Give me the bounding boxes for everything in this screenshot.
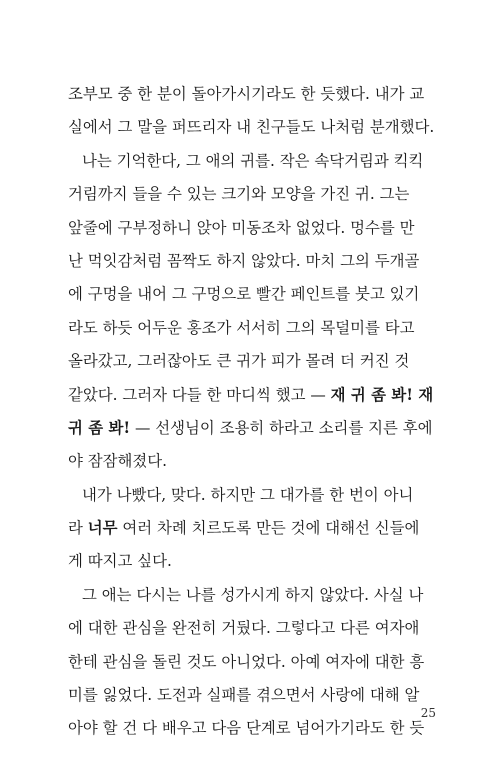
text-line: 조부모 중 한 분이 돌아가시기라도 한 듯했다. 내가 교 <box>68 85 425 103</box>
text-segment: 여러 차례 치르도록 만든 것에 대해선 신들에 <box>117 519 420 538</box>
text-line: 앞줄에 구부정하니 앉아 미동조차 없었다. 멍수를 만 <box>68 218 415 237</box>
text-line: 에 대한 관심을 완전히 거뒀다. 그렇다고 다른 여자애 <box>68 619 420 638</box>
text-line: 라도 하듯 어두운 홍조가 서서히 그의 목덜미를 타고 <box>68 318 415 337</box>
text-line: 아야 할 건 다 배우고 다음 단계로 넘어가기라도 한 듯 <box>68 719 425 738</box>
text-line <box>68 379 434 412</box>
text-line: 거림까지 들을 수 있는 크기와 모양을 가진 귀. 그는 <box>68 185 410 204</box>
page-number: 25 <box>420 706 436 720</box>
text-line: 내가 나빴다, 맞다. 하지만 그 대가를 한 번이 아니 <box>82 485 414 504</box>
text-segment: — 선생님이 조용히 하라고 소리를 지른 후에 <box>130 418 433 437</box>
text-segment: 라 <box>68 519 88 538</box>
emphasized-text: 너무 <box>87 519 118 538</box>
text-line <box>68 412 434 445</box>
emphasized-text: 귀 좀 봐! <box>68 418 131 437</box>
body-text <box>68 78 434 746</box>
text-line: 야 잠잠해졌다. <box>68 452 167 471</box>
text-segment: 같았다. 그러자 다들 한 마디씩 했고 — <box>68 385 331 404</box>
emphasized-text: 재 귀 좀 봐! 재 <box>330 385 434 404</box>
text-line: 게 따지고 싶다. <box>68 552 172 571</box>
text-line: 한테 관심을 돌린 것도 아니었다. 아예 여자에 대한 흥 <box>68 652 425 671</box>
text-line: 미를 잃었다. 도전과 실패를 겪으면서 사랑에 대해 알 <box>68 686 420 705</box>
text-line: 실에서 그 말을 퍼뜨리자 내 친구들도 나처럼 분개했다. <box>68 118 434 137</box>
text-line: 난 먹잇감처럼 꼼짝도 하지 않았다. 마치 그의 두개골 <box>68 251 420 270</box>
text-line <box>68 512 434 545</box>
text-line: 그 애는 다시는 나를 성가시게 하지 않았다. 사실 나 <box>82 585 424 604</box>
text-line: 올라갔고, 그러잖아도 큰 귀가 피가 몰려 더 커진 것 <box>68 352 410 371</box>
text-line: 나는 기억한다, 그 애의 귀를. 작은 속닥거림과 킥킥 <box>82 151 424 170</box>
text-line: 에 구멍을 내어 그 구멍으로 빨간 페인트를 붓고 있기 <box>68 285 420 304</box>
